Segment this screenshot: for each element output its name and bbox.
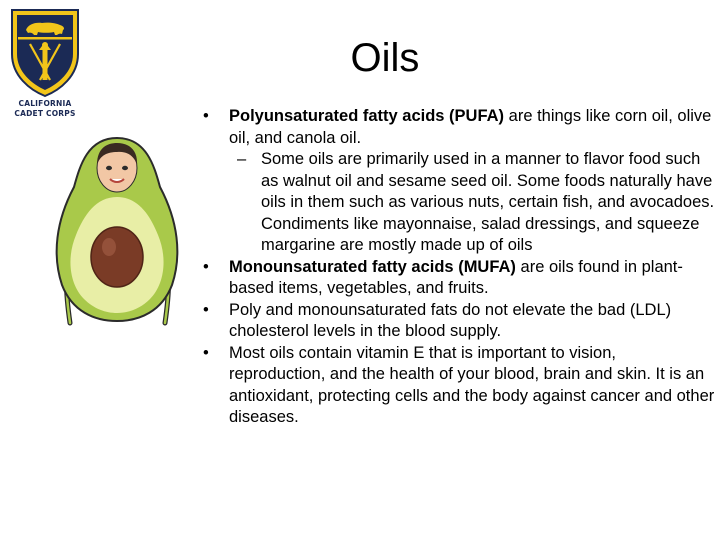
bullet-ldl-text: Poly and monounsaturated fats do not elevate the bad (LDL) cholesterol levels in the blood supply. [229,300,672,340]
avocado-icon [50,135,185,330]
sub-bullet-oils-flavor: – Some oils are primarily used in a manner to flavor food such as walnut oil and sesame seed oil. Some foods naturally have oils in them such as various nuts, certain fish, and avocadoes. Condiments like mayonnaise, salad dressings, and squeeze margarine are mostly made up of oils [237,150,715,254]
logo-line-2: CADET CORPS [14,109,76,118]
bullet-mufa: • Monounsaturated fatty acids (MUFA) are oils found in plant-based items, vegetables, and fruits. [203,257,683,297]
bullet-vitamin-e-text: Most oils contain vitamin E that is important to vision, reproduction, and the health of your blood, brain and skin. It is an antioxidant, protecting cells and the body against cancer and other diseases. [229,343,715,426]
sub-bullet-oils-flavor-text: Some oils are primarily used in a manner to flavor food such as walnut oil and sesame seed oil. Some foods naturally have oils in them such as various nuts, certain fish, and avocadoes. Condiments like mayonnaise, salad dressings, and squeeze margarine are mostly made up of oils [261,150,715,254]
bullet-list [200,106,715,429]
bullet-mufa-text: are oils found in plant-based items, vegetables, and fruits. [229,257,683,297]
bullet-pufa: • Polyunsaturated fatty acids (PUFA) are things like corn oil, olive oil, and canola oil. [203,107,712,147]
slide-title: Oils [350,36,420,80]
bullet-ldl: • Poly and monounsaturated fats do not elevate the bad (LDL) cholesterol levels in the blood supply. [203,300,672,340]
avocado-character-illustration [50,135,185,330]
bullet-vitamin-e: • Most oils contain vitamin E that is important to vision, reproduction, and the health of your blood, brain and skin. It is an antioxidant, protecting cells and the body against cancer and other diseases. [203,343,715,426]
bullet-pufa-text: are things like corn oil, olive oil, and canola oil. [229,107,712,147]
california-cadet-corps-logo [8,6,82,124]
bullet-pufa-term: Polyunsaturated fatty acids (PUFA) [229,107,505,125]
bullet-mufa-term: Monounsaturated fatty acids (MUFA) [229,257,516,276]
logo-shield-icon [8,6,82,98]
logo-line-1: CALIFORNIA [18,99,72,108]
